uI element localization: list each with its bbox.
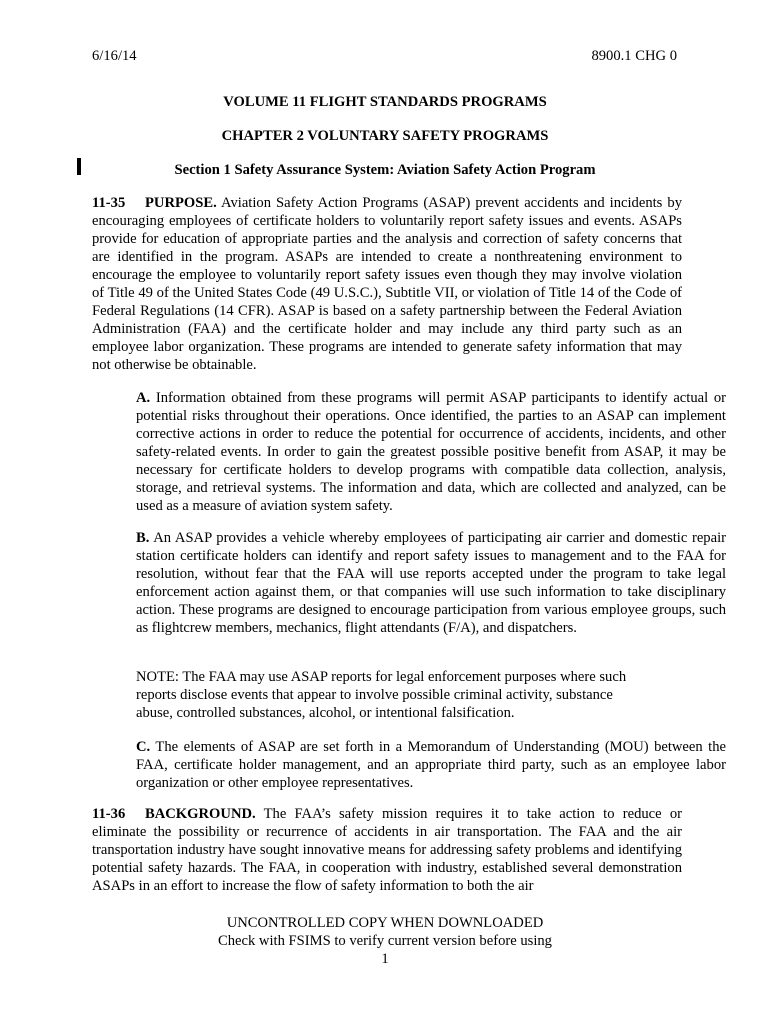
paragraph-number: 11-36 bbox=[92, 806, 126, 822]
header-doc-id: 8900.1 CHG 0 bbox=[591, 48, 677, 64]
chapter-title: CHAPTER 2 VOLUNTARY SAFETY PROGRAMS bbox=[221, 128, 549, 144]
paragraph-text: Aviation Safety Action Programs (ASAP) prevent accidents and incidents by encouraging employees of certificate holders to voluntarily report safety issues and events. ASAPs provide for education of appropriate parties and the analysis and correction of safety concerns that are identified in the program. ASAPs are intended to create a nonthreatening environment to encourage the employee to voluntarily report safety issues even though they may involve violation of Title 49 of the United States Code (49 U.S.C.), Subtitle VII, or violation of Title 14 of the Code of Federal Regulations (14 CFR). ASAP is based on a safety partnership between the Federal Aviation Administration (FAA) and the certificate holder and may include any third party such as an employee labor organization. These programs are intended to generate safety information that may not otherwise be obtainable. bbox=[92, 195, 682, 373]
footer-uncontrolled-copy: UNCONTROLLED COPY WHEN DOWNLOADED bbox=[226, 915, 544, 931]
subparagraph-text: An ASAP provides a vehicle whereby employees of participating air carrier and domestic repair station certificate holders can identify and report safety issues to management and to the FAA for resolution, without fear that the FAA will use reports accepted under the program to take legal enforcement action against them, or that companies will use such information to take disciplinary action. These programs are designed to encourage participation from various employee groups, such as flightcrew members, mechanics, flight attendants (F/A), and dispatchers. bbox=[136, 530, 726, 636]
volume-title: VOLUME 11 FLIGHT STANDARDS PROGRAMS bbox=[223, 94, 547, 110]
header-date: 6/16/14 bbox=[92, 48, 137, 64]
footer-verify-note: Check with FSIMS to verify current version before using bbox=[218, 933, 552, 949]
paragraph-heading: PURPOSE. bbox=[145, 195, 217, 211]
page-number: 1 bbox=[381, 951, 389, 967]
section-title: Section 1 Safety Assurance System: Aviation Safety Action Program bbox=[174, 162, 596, 178]
subparagraph-label: A. bbox=[136, 390, 151, 406]
subparagraph-text: The elements of ASAP are set forth in a Memorandum of Understanding (MOU) between the FAA, certificate holder management, and an appropriate third party, such as an employee labor organization or other employee representatives. bbox=[136, 739, 726, 791]
paragraph-heading: BACKGROUND. bbox=[145, 806, 256, 822]
subparagraph-label: C. bbox=[136, 739, 151, 755]
paragraph-11-36 bbox=[92, 805, 682, 895]
subparagraph-a bbox=[92, 389, 726, 515]
paragraph-text: The FAA’s safety mission requires it to take action to reduce or eliminate the possibility or recurrence of accidents in air transportation. The FAA and the air transportation industry have sought innovative means for addressing safety problems and identifying potential safety hazards. The FAA, in cooperation with industry, established several demonstration ASAPs in an effort to increase the flow of safety information to both the air bbox=[92, 806, 682, 894]
note-block: NOTE: The FAA may use ASAP reports for legal enforcement purposes where such reports disclose events that appear to involve possible criminal activity, substance abuse, controlled substances, alcohol, or intentional falsification. bbox=[136, 669, 627, 721]
paragraph-number: 11-35 bbox=[92, 195, 126, 211]
subparagraph-label: B. bbox=[136, 530, 150, 546]
paragraph-11-35 bbox=[92, 194, 682, 374]
subparagraph-text: Information obtained from these programs will permit ASAP participants to identify actual or potential risks throughout their operations. Once identified, the parties to an ASAP can implement corrective actions in order to reduce the potential for occurrence of accidents, incidents, and other safety-related events. In order to gain the greatest possible positive benefit from ASAP, it may be necessary for certificate holders to develop programs with compatible data collection, analysis, storage, and retrieval systems. The information and data, which are collected and analyzed, can be used as a measure of aviation system safety. bbox=[136, 390, 726, 514]
subparagraph-c bbox=[92, 738, 726, 792]
subparagraph-b bbox=[92, 529, 726, 637]
